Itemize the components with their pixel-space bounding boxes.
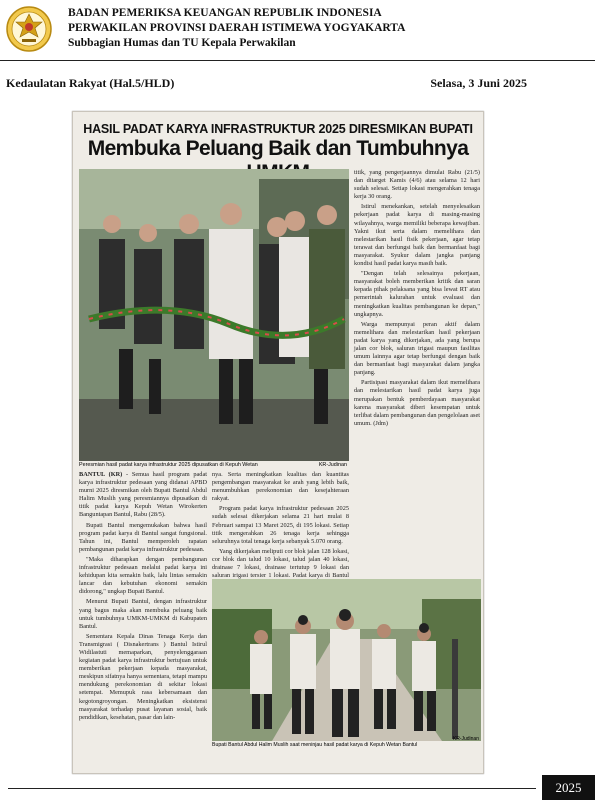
column-2 (212, 471, 349, 580)
col1-paragraph-4: Menurut Bupati Bantul, dengan infrastruktur yang bagus maka akan membuka peluang baik untuk tumbuhnya UMKM-UMKM di Kabupaten Bantul. (79, 598, 207, 630)
letterhead (0, 0, 595, 60)
col2-paragraph-2: Program padat karya infrastruktur pedesaan 2025 sudah selesai dikerjakan selama 21 hari mulai 8 Februari sampai 13 Maret 2025, di 195 lokasi. Setiap titik mengerahkan 26 tenaga kerja sehingga seluruhnya total tenaga kerja sebanyak 5.070 orang. (212, 505, 349, 545)
col3-paragraph-4: Warga mempunyai peran aktif dalam memelihara dan melestarikan hasil pekerjaan padat karya yang dikerjakan, ada yang berupa jalan cor blok, saluran irigasi maupun fasilitas umum lainnya agar tetap berfungsi dengan baik dan bermanfaat bagi masyarakat dalam jangka panjang. (354, 320, 480, 377)
col2-paragraph-3: Yang dikerjakan meliputi cor blok jalan 128 lokasi, cor blok dan talud 10 lokasi, talud jalan 40 lokasi, drainase 7 lokasi, drainase tertutup 9 lokasi dan saluran irigasi tersier 1 lokasi. Padat karya di Bantul (212, 547, 349, 580)
col1-paragraph-1: BANTUL (KR) - Semua hasil program padat karya infrastruktur pedesaan yang didanai APBD murni 2025 diresmikan oleh Bupati Bantul Abdul Halim Muslih yang peresmiannya dipusatkan di titik padat karya Kepuh Wetan Wirokerten Banguntapan Bantul, Rabu (28/5). (79, 471, 208, 519)
photo2-caption: Bupati Bantul Abdul Halim Muslih saat meninjau hasil padat karya di Kepuh Wetan Bantul (212, 742, 418, 748)
org-line-2: PERWAKILAN PROVINSI DAERAH ISTIMEWA YOGYAKARTA (68, 22, 406, 34)
col3-paragraph-2: Istirul menekankan, setelah menyelesaikan pekerjaan padat karya di masing-masing wilayahnya, warga memiliki beberapa kewajiban. Yakni ikut serta dalam memelihara dan melestarikan hasil fisik pekerjaan, agar tetap terawat dan berfungsi baik dan bermanfaat bagi masyarakat. Syukur dalam jangka panjang kondisi hasil padat karya masih baik. (354, 203, 480, 268)
col3-paragraph-5: Partisipasi masyarakat dalam ikut memelihara dan melestarikan hasil padat karya juga merupakan bentuk pemberdayaan masyarakat karena masyarakat diberi kesempatan untuk terlibat dalam pembangunan dan pengelolaan aset umum. (Jdm) (354, 379, 480, 427)
dateline: BANTUL (KR) (79, 471, 123, 478)
ribbon-cutting-photo (79, 169, 349, 461)
inspection-photo-image (212, 579, 481, 741)
photo1-caption-area (79, 462, 349, 468)
photo2-caption-area (212, 736, 481, 748)
col3-paragraph-1: titik, yang pengerjaannya dimulai Rabu (21/5) dan ditarget Kamis (4/6) atau selama 12 hari sudah selesai. Setiap lokasi mengerahkan tenaga kerja 30 orang. (354, 169, 480, 201)
col3-paragraph-3: "Dengan telah selesainya pekerjaan, masyarakat boleh memberikan kritik dan saran kepada pihak pelaksana yang bisa lewat RT atau pemerintah kalurahan untuk evaluasi dan meningkatkan kualitas pembangunan ke depan," ungkapnya. (354, 270, 480, 318)
bpk-emblem-icon (4, 4, 54, 54)
column-3 (354, 169, 480, 577)
newspaper-source: Kedaulatan Rakyat (Hal.5/HLD) (6, 76, 175, 90)
article-kicker: HASIL PADAT KARYA INFRASTRUKTUR 2025 DIRESMIKAN BUPATI (83, 122, 473, 136)
org-line-1: BADAN PEMERIKSA KEUANGAN REPUBLIK INDONESIA (68, 7, 382, 19)
col2-paragraph-1: nya. Serta meningkatkan kualitas dan kuantitas pengembangan masyarakat ke arah yang lebih baik, menumbuhkan perekonomian dan kesejahteraan rakyat. (212, 471, 349, 503)
col1-paragraph-2: Bupati Bantul mengemukakan bahwa hasil program padat karya di Bantul sangat fungsional. Tahun ini, Bantul memperoleh rapatan pembangunan padat karya infrastruktur pedesaan. (79, 521, 207, 553)
organization-name (68, 6, 405, 51)
col1-paragraph-5: Sementara Kepala Dinas Tenaga Kerja dan Transmigrasi ( Disnakertrans ) Bantul Istirul Widilastuti memaparkan, penyelenggaraan kegiatan padat karya infrastruktur bertujuan untuk memberikan pekerjaan kepada masyarakat, meskipun sifatnya hanya sementara, tetapi mampu mendukung perekonomian di sekitar lokasi setempat. Memupuk rasa kebersamaan dan kegotongroyongan. Meningkatkan eksistensi masyarakat terhadap pusat layanan sosial, baik pendidikan, kesehatan, pasar dan lain- (79, 632, 207, 721)
publication-date: Selasa, 3 Juni 2025 (430, 76, 527, 90)
org-line-3: Subbagian Humas dan TU Kepala Perwakilan (68, 37, 296, 49)
inspection-photo (212, 579, 481, 741)
newspaper-clipping (72, 111, 484, 774)
photo2-credit: KR-Judinan (452, 736, 479, 742)
ribbon-cutting-photo-image (79, 169, 349, 461)
footer-divider (8, 788, 536, 789)
year-badge: 2025 (542, 775, 595, 800)
photo1-caption: Peresmian hasil padat karya infrastruktur 2025 dipusatkan di Kepuh Wetan (79, 462, 258, 468)
header-divider (0, 60, 595, 61)
article-headline: Membuka Peluang Baik dan Tumbuhnya (87, 137, 469, 160)
col1-paragraph-3: "Maka diharapkan dengan pembangunan infrastruktur pedesaan melalui padat karya ini kehidupan kita semakin baik, lalu lintas semakin lancar dan kebutuhan ekonomi semakin didorong," ungkap Bupati Bantul. (79, 555, 207, 596)
column-1 (79, 471, 207, 769)
photo1-credit: KR-Judinan (318, 462, 347, 468)
